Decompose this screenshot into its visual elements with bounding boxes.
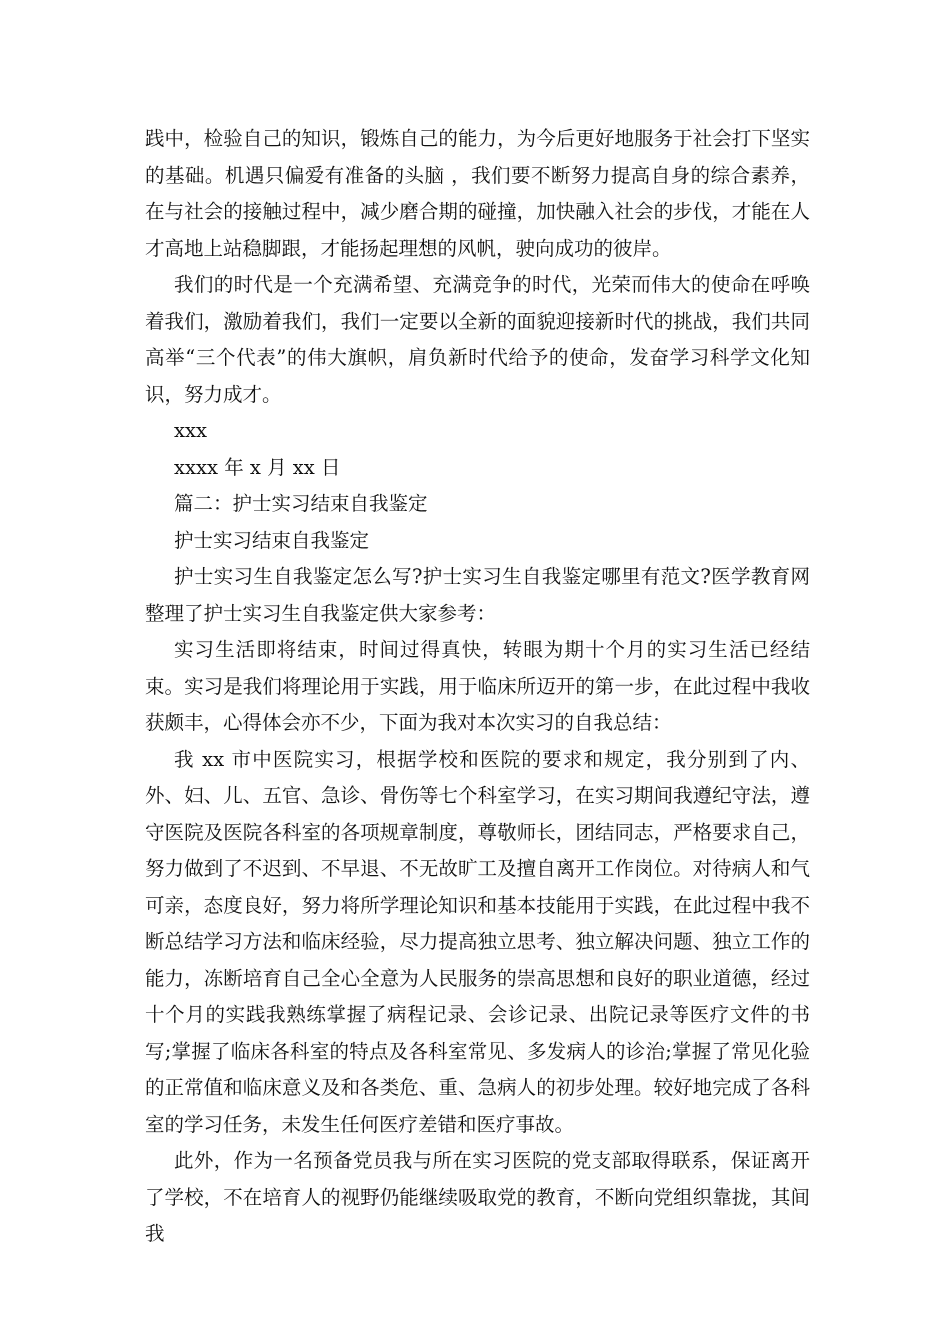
section-heading: 篇二：护士实习结束自我鉴定 <box>174 492 428 515</box>
signature-date: xxxx 年 x 月 xx 日 <box>174 455 341 479</box>
paragraph-continuation: 践中，检验自己的知识，锻炼自己的能力，为今后更好地服务于社会打下坚实的基础。机遇只偏爱有准备的头脑 ，我们要不断努力提高自身的综合素养，在与社会的接触过程中，减少磨合期的碰撞，加快融入社会的步伐，才能在人才高地上站稳脚跟，才能扬起理想的风帆，驶向成功的彼岸。 <box>145 127 810 260</box>
document-body <box>145 121 810 1253</box>
signature-name: xxx <box>174 419 207 442</box>
paragraph-intro: 护士实习生自我鉴定怎么写?护士实习生自我鉴定哪里有范文?医学教育网整理了护士实习生自我鉴定供大家参考： <box>145 565 810 625</box>
paragraph-party-member: 此外，作为一名预备党员我与所在实习医院的党支部取得联系，保证离开了学校，不在培育人的视野仍能继续吸取党的教育，不断向党组织靠拢，其间我 <box>145 1149 810 1245</box>
section-title: 护士实习结束自我鉴定 <box>174 528 370 552</box>
paragraph-summary-start: 实习生活即将结束，时间过得真快，转眼为期十个月的实习生活已经结束。实习是我们将理论用于实践，用于临床所迈开的第一步，在此过程中我收获颇丰，心得体会亦不少，下面为我对本次实习的自我总结： <box>145 638 810 734</box>
paragraph-hospital-internship: 我 xx 市中医院实习，根据学校和医院的要求和规定，我分别到了内、外、妇、儿、五官、急诊、骨伤等七个科室学习，在实习期间我遵纪守法，遵守医院及医院各科室的各项规章制度，尊敬师长，团结同志，严格要求自己，努力做到了不迟到、不早退、不无故旷工及擅自离开工作岗位。对待病人和气可亲，态度良好，努力将所学理论知识和基本技能用于实践，在此过程中我不断总结学习方法和临床经验，尽力提高独立思考、独立解决问题、独立工作的能力，冻断培育自己全心全意为人民服务的崇高思想和良好的职业道德，经过十个月的实践我熟练掌握了病程记录、会诊记录、出院记录等医疗文件的书写;掌握了临床各科室的特点及各科室常见、多发病人的诊治;掌握了常见化验的正常值和临床意义及和各类危、重、急病人的初步处理。较好地完成了各科室的学习任务，未发生任何医疗差错和医疗事故。 <box>145 747 810 1136</box>
paragraph-era: 我们的时代是一个充满希望、充满竞争的时代，光荣而伟大的使命在呼唤着我们，激励着我们，我们一定要以全新的面貌迎接新时代的挑战，我们共同高举“三个代表”的伟大旗帜，肩负新时代给予的使命，发奋学习科学文化知识，努力成才。 <box>145 273 810 406</box>
